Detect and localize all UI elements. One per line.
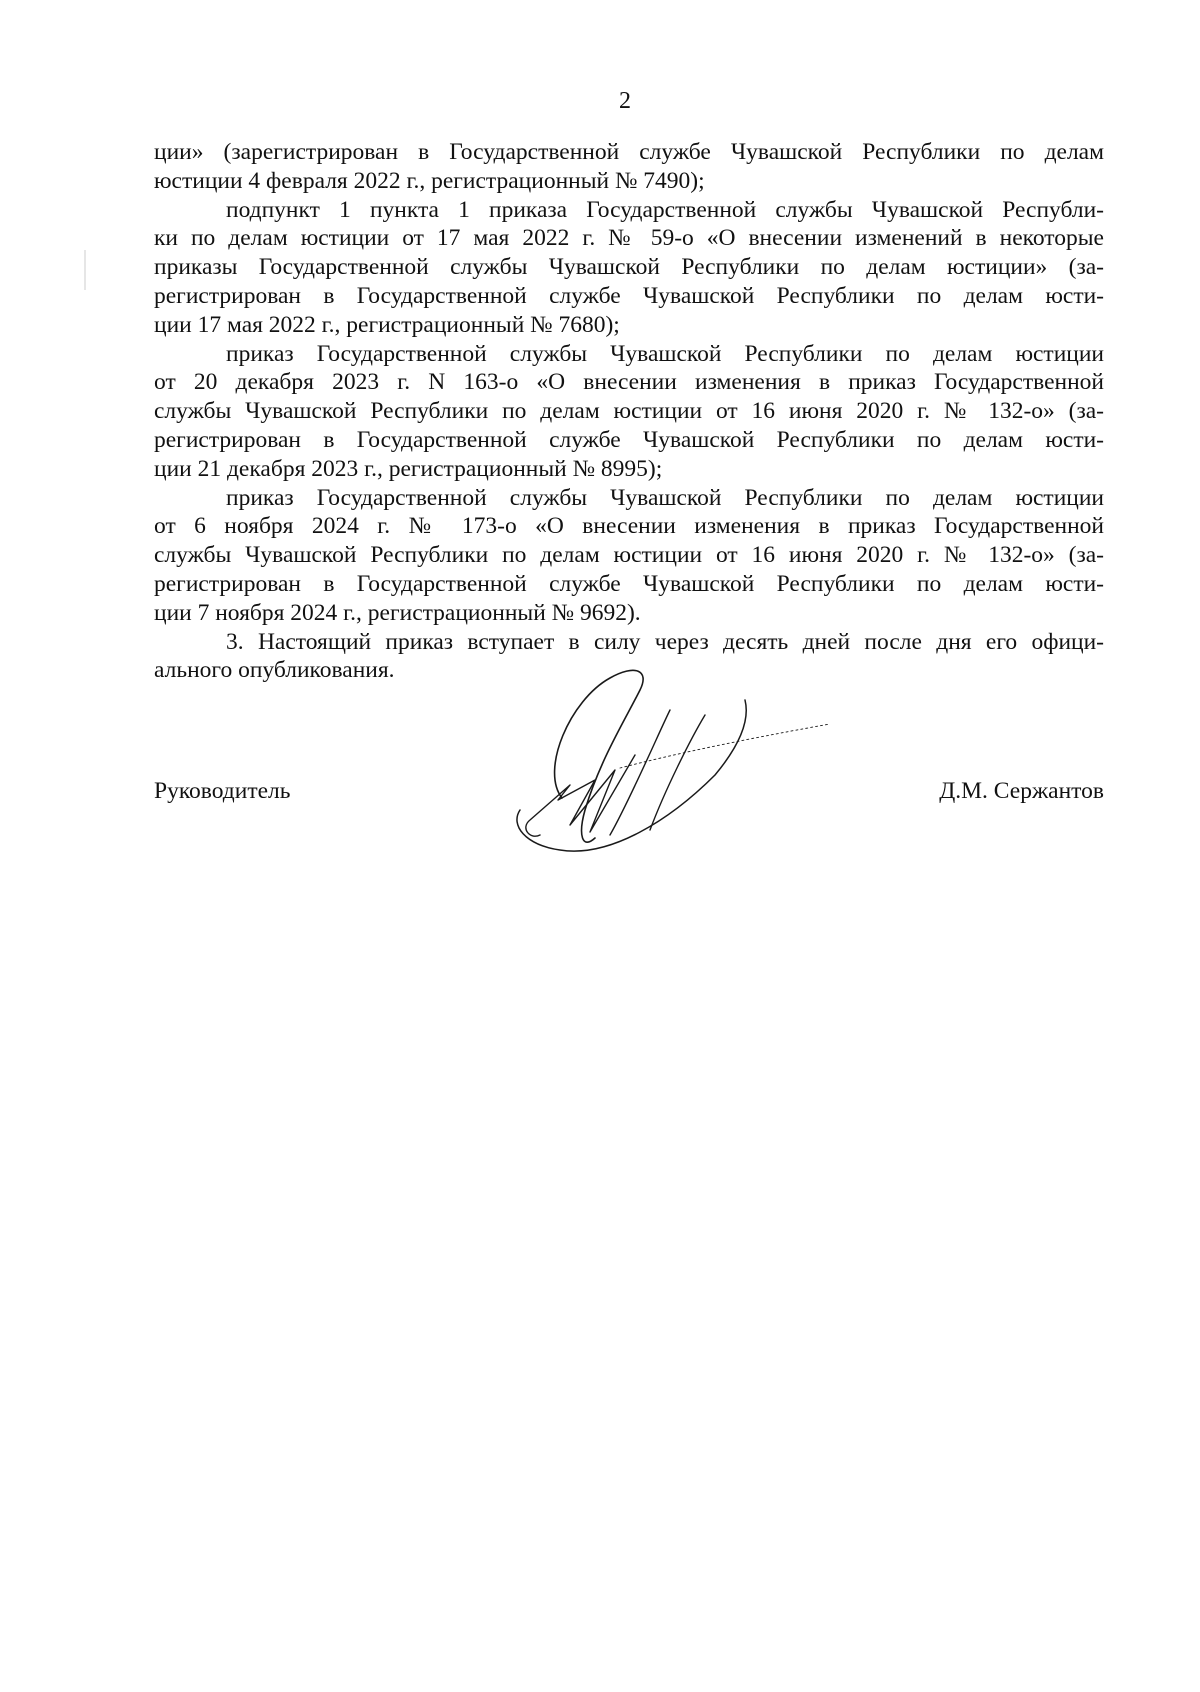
signature-block <box>154 776 1104 808</box>
body-line-1: ции» (зарегистрирован в Государственной службе Чувашской Республики по делам <box>154 139 1104 165</box>
body-line-16: регистрирован в Государственной службе Чувашской Республики по делам юсти- <box>154 570 1104 597</box>
body-line-12: ции 21 декабря 2023 г., регистрационный № 8995); <box>154 455 663 482</box>
body-line-15: службы Чувашской Республики по делам юстиции от 16 июня 2020 г. № 132-о» (за- <box>154 542 1104 569</box>
scan-artifact <box>84 250 86 290</box>
body-line-7: ции 17 мая 2022 г., регистрационный № 7680); <box>154 311 620 338</box>
body-line-5: приказы Государственной службы Чувашской Республики по делам юстиции» (за- <box>154 254 1104 281</box>
body-line-10: службы Чувашской Республики по делам юстиции от 16 июня 2020 г. № 132-о» (за- <box>154 398 1104 425</box>
page-number: 2 <box>619 88 631 114</box>
body-line-13: приказ Государственной службы Чувашской Республики по делам юстиции <box>226 484 1104 511</box>
body-line-17: ции 7 ноября 2024 г., регистрационный № 9692). <box>154 599 641 626</box>
body-line-3: подпункт 1 пункта 1 приказа Государственной службы Чувашской Республи- <box>226 196 1104 223</box>
body-line-8: приказ Государственной службы Чувашской Республики по делам юстиции <box>226 340 1104 367</box>
handwritten-signature <box>500 660 860 890</box>
body-line-4: ки по делам юстиции от 17 мая 2022 г. № 59-о «О внесении изменений в некоторые <box>154 225 1104 252</box>
body-line-6: регистрирован в Государственной службе Чувашской Республики по делам юсти- <box>154 282 1104 309</box>
body-line-11: регистрирован в Государственной службе Чувашской Республики по делам юсти- <box>154 426 1104 453</box>
body-line-18: 3. Настоящий приказ вступает в силу через десять дней после дня его офици- <box>226 628 1104 655</box>
body-line-2: юстиции 4 февраля 2022 г., регистрационный № 7490); <box>154 167 705 194</box>
document-body <box>154 138 1104 685</box>
signatory-name: Д.М. Сержантов <box>939 778 1104 804</box>
body-line-9: от 20 декабря 2023 г. N 163-о «О внесении изменения в приказ Государственной <box>154 369 1104 396</box>
signatory-title: Руководитель <box>154 778 291 804</box>
body-line-19: ального опубликования. <box>154 657 395 684</box>
body-line-14: от 6 ноября 2024 г. № 173-о «О внесении изменения в приказ Государственной <box>154 513 1104 540</box>
